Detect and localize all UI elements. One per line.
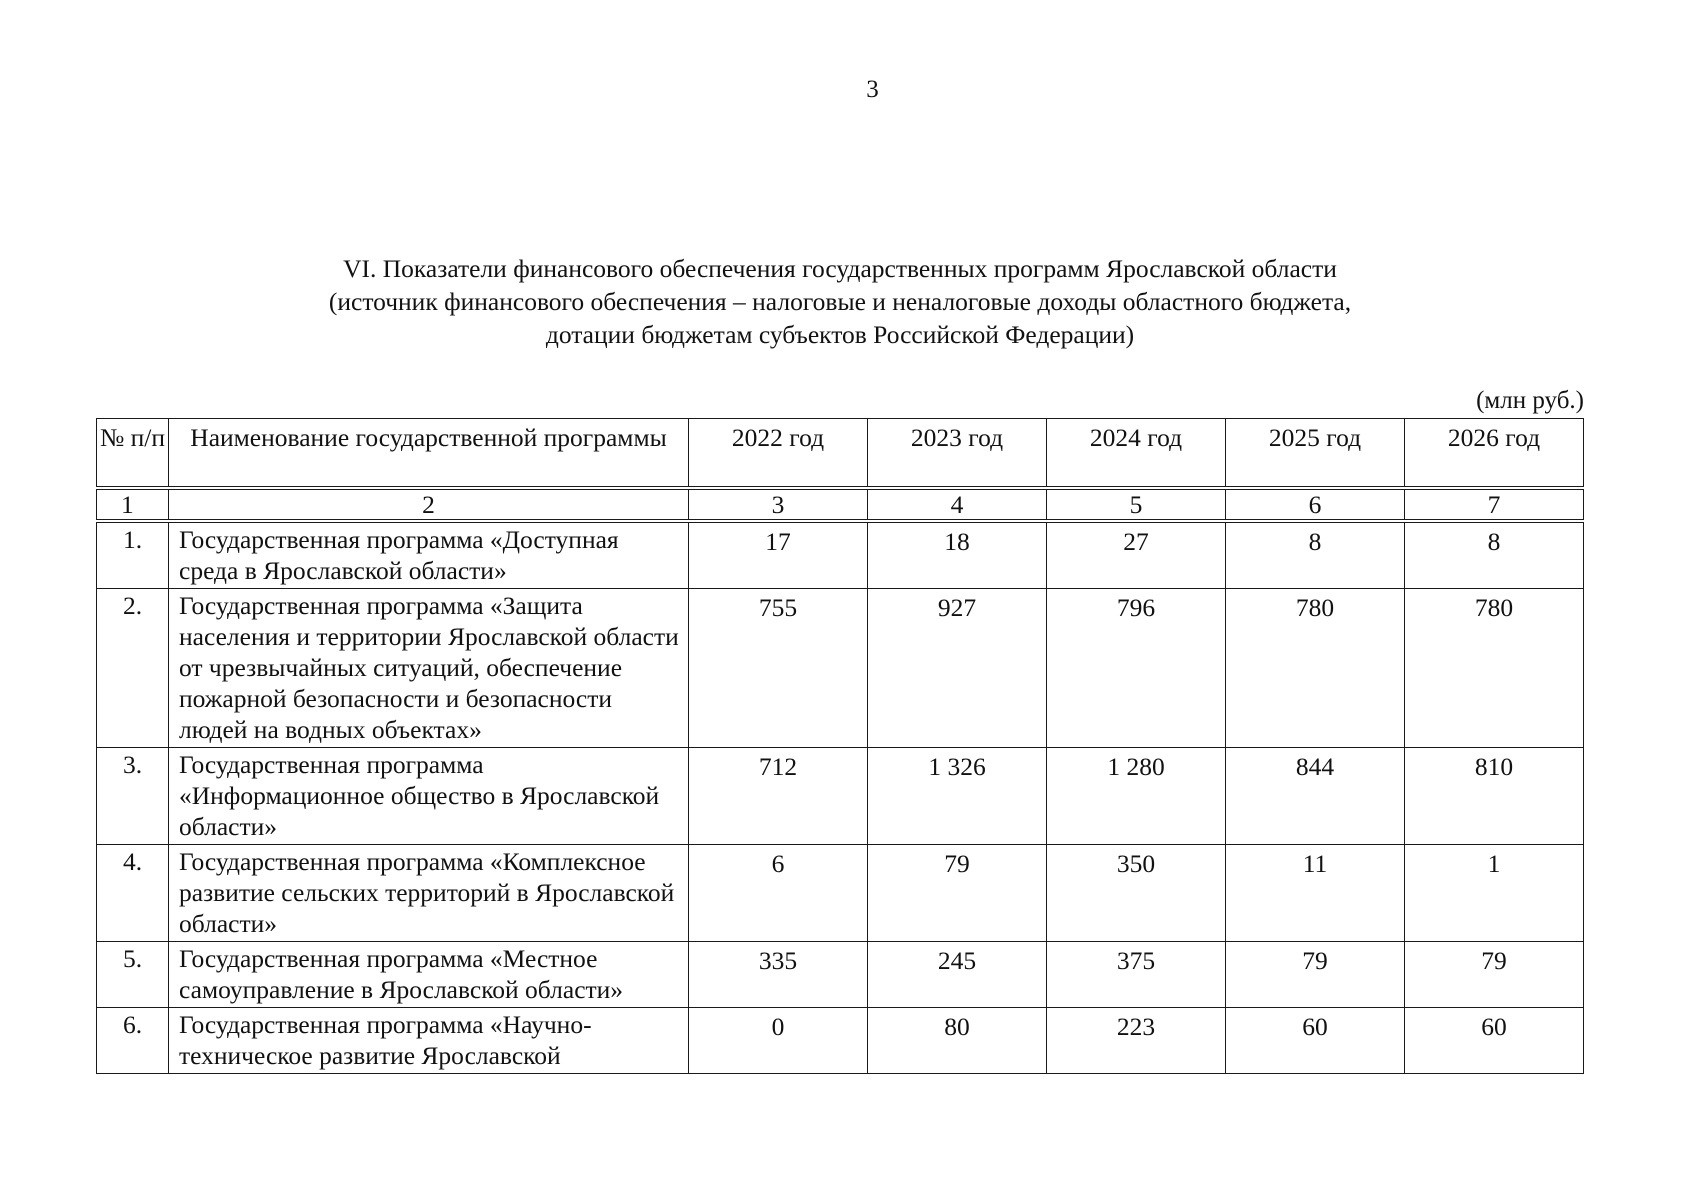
value-2023: 245 (868, 942, 1047, 1008)
header-2022: 2022 год (689, 419, 868, 489)
header-2025: 2025 год (1226, 419, 1405, 489)
value-2026: 60 (1405, 1008, 1584, 1074)
table-row (97, 942, 1584, 1008)
row-number: 3. (97, 748, 169, 845)
value-2025: 8 (1226, 521, 1405, 589)
table-row (97, 748, 1584, 845)
page-number: 3 (866, 76, 879, 103)
column-index-cell: 5 (1047, 488, 1226, 521)
header-2026: 2026 год (1405, 419, 1584, 489)
value-2025: 11 (1226, 845, 1405, 942)
value-2022: 755 (689, 589, 868, 748)
table-row (97, 1008, 1584, 1074)
value-2024: 350 (1047, 845, 1226, 942)
value-2023: 1 326 (868, 748, 1047, 845)
value-2022: 712 (689, 748, 868, 845)
heading-line-1: VI. Показатели финансового обеспечения государственных программ Ярославской области (343, 254, 1337, 283)
financing-table (96, 418, 1584, 1074)
heading-line-3: дотации бюджетам субъектов Российской Федерации) (545, 320, 1135, 349)
column-index-cell: 4 (868, 488, 1047, 521)
value-2026: 810 (1405, 748, 1584, 845)
program-name: Государственная программа «Информационное общество в Ярославской области» (169, 748, 689, 845)
row-number: 5. (97, 942, 169, 1008)
section-heading (150, 252, 1530, 351)
program-name: Государственная программа «Доступная среда в Ярославской области» (169, 521, 689, 589)
program-name: Государственная программа «Местное самоуправление в Ярославской области» (169, 942, 689, 1008)
row-number: 4. (97, 845, 169, 942)
row-number: 1. (97, 521, 169, 589)
value-2023: 927 (868, 589, 1047, 748)
value-2025: 780 (1226, 589, 1405, 748)
program-name: Государственная программа «Научно-техническое развитие Ярославской (169, 1008, 689, 1074)
value-2026: 1 (1405, 845, 1584, 942)
value-2024: 1 280 (1047, 748, 1226, 845)
value-2022: 6 (689, 845, 868, 942)
value-2025: 60 (1226, 1008, 1405, 1074)
header-name: Наименование государственной программы (169, 419, 689, 489)
value-2025: 79 (1226, 942, 1405, 1008)
value-2023: 80 (868, 1008, 1047, 1074)
value-2026: 8 (1405, 521, 1584, 589)
value-2023: 18 (868, 521, 1047, 589)
units-label: (млн руб.) (1476, 387, 1584, 414)
value-2022: 0 (689, 1008, 868, 1074)
value-2024: 223 (1047, 1008, 1226, 1074)
row-number: 2. (97, 589, 169, 748)
column-index-cell: 3 (689, 488, 868, 521)
table-header-row (97, 419, 1584, 489)
value-2024: 27 (1047, 521, 1226, 589)
column-index-row (97, 488, 1584, 521)
table-row (97, 589, 1584, 748)
value-2024: 375 (1047, 942, 1226, 1008)
heading-line-2: (источник финансового обеспечения – налоговые и неналоговые доходы областного бюджета, (328, 287, 1352, 316)
column-index-cell: 2 (169, 488, 689, 521)
header-num: № п/п (97, 419, 169, 489)
program-name: Государственная программа «Защита населения и территории Ярославской области от чрезвычайных ситуаций, обеспечение пожарной безопасности и безопасности людей на водных объектах» (169, 589, 689, 748)
column-index-cell: 6 (1226, 488, 1405, 521)
value-2025: 844 (1226, 748, 1405, 845)
value-2022: 335 (689, 942, 868, 1008)
table-row (97, 845, 1584, 942)
header-2024: 2024 год (1047, 419, 1226, 489)
header-2023: 2023 год (868, 419, 1047, 489)
value-2022: 17 (689, 521, 868, 589)
value-2026: 79 (1405, 942, 1584, 1008)
table-row (97, 521, 1584, 589)
value-2026: 780 (1405, 589, 1584, 748)
value-2023: 79 (868, 845, 1047, 942)
column-index-cell: 7 (1405, 488, 1584, 521)
column-index-cell: 1 (97, 488, 169, 521)
value-2024: 796 (1047, 589, 1226, 748)
row-number: 6. (97, 1008, 169, 1074)
program-name: Государственная программа «Комплексное развитие сельских территорий в Ярославской области» (169, 845, 689, 942)
